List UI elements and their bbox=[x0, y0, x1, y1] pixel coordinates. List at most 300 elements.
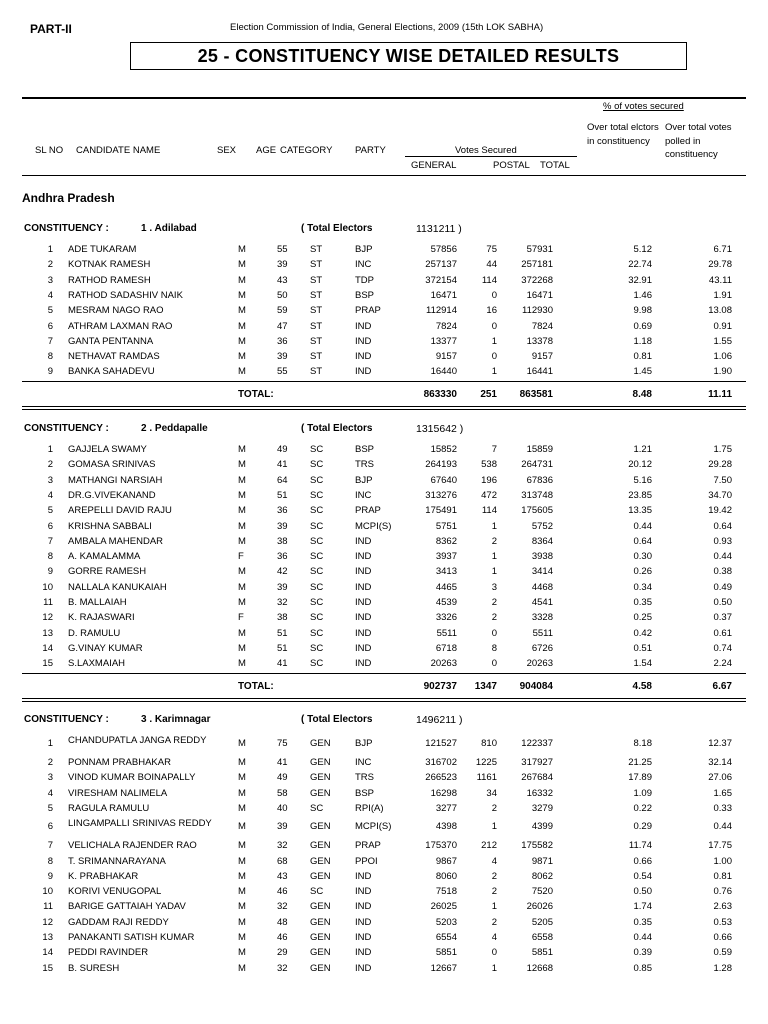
pct-over-polled: 1.06 bbox=[713, 351, 732, 363]
pct-over-polled: 43.11 bbox=[708, 274, 732, 286]
sl-no: 13 bbox=[42, 932, 53, 943]
sl-no: 8 bbox=[47, 551, 53, 563]
sex: M bbox=[238, 962, 246, 974]
category: GEN bbox=[310, 757, 331, 768]
age: 43 bbox=[277, 870, 288, 882]
general-votes: 6554 bbox=[435, 932, 457, 943]
category: GEN bbox=[310, 947, 331, 959]
candidate-name: BANKA SAHADEVU bbox=[68, 366, 155, 378]
sex: M bbox=[238, 787, 246, 799]
candidate-name: GANTA PENTANNA bbox=[68, 335, 154, 347]
postal-votes: 1161 bbox=[476, 772, 497, 784]
category: ST bbox=[310, 259, 323, 271]
age: 36 bbox=[277, 505, 288, 517]
pct-over-polled: 2.63 bbox=[713, 901, 732, 913]
sl-no: 9 bbox=[47, 870, 53, 882]
pct-over-polled: 1.28 bbox=[713, 962, 732, 974]
pct-over-polled: 0.81 bbox=[713, 870, 732, 882]
postal-votes: 0 bbox=[491, 947, 497, 959]
total-votes: 9157 bbox=[531, 351, 553, 363]
sl-no: 7 bbox=[47, 840, 53, 852]
constituency-label: CONSTITUENCY : bbox=[24, 423, 109, 434]
postal-votes: 2 bbox=[491, 870, 497, 882]
postal-votes: 34 bbox=[486, 787, 497, 799]
total-postal-votes: 1347 bbox=[474, 680, 497, 692]
category: ST bbox=[310, 244, 323, 255]
party: IND bbox=[355, 947, 372, 959]
sl-no: 12 bbox=[42, 916, 53, 928]
general-votes: 175491 bbox=[425, 505, 457, 517]
candidate-name: AREPELLI DAVID RAJU bbox=[68, 505, 172, 517]
pct-over-electors: 22.74 bbox=[628, 259, 652, 271]
sex: M bbox=[238, 505, 246, 517]
postal-votes: 44 bbox=[486, 259, 497, 271]
pct-over-electors: 0.44 bbox=[633, 932, 652, 943]
category: SC bbox=[310, 489, 324, 501]
postal-votes: 1 bbox=[491, 366, 497, 378]
total-votes: 16332 bbox=[526, 787, 553, 799]
sl-no: 7 bbox=[47, 535, 53, 547]
age: 29 bbox=[277, 947, 288, 959]
total-votes: 9871 bbox=[531, 855, 553, 867]
total-votes: 16471 bbox=[526, 289, 553, 301]
party: IND bbox=[355, 320, 372, 332]
general-votes: 5751 bbox=[435, 520, 457, 532]
sl-no: 6 bbox=[47, 320, 53, 332]
general-votes: 264193 bbox=[425, 459, 457, 471]
total-votes: 313748 bbox=[521, 489, 553, 501]
candidate-name: GORRE RAMESH bbox=[68, 566, 147, 578]
category: GEN bbox=[310, 962, 331, 974]
category: SC bbox=[310, 597, 324, 608]
pct-over-electors: 0.85 bbox=[633, 962, 652, 974]
total-votes: 5511 bbox=[532, 627, 553, 639]
category: SC bbox=[310, 581, 324, 593]
sex: M bbox=[238, 444, 246, 455]
sex: M bbox=[238, 738, 246, 749]
sex: M bbox=[238, 244, 246, 255]
category: GEN bbox=[310, 821, 331, 833]
pct-over-polled: 0.61 bbox=[713, 627, 732, 639]
sl-no: 2 bbox=[47, 259, 53, 271]
category: SC bbox=[310, 459, 324, 471]
sex: M bbox=[238, 320, 246, 332]
age: 75 bbox=[277, 738, 288, 749]
total-votes: 3279 bbox=[531, 802, 553, 814]
postal-votes: 8 bbox=[491, 642, 497, 654]
party: BSP bbox=[355, 289, 375, 301]
constituency-total-rule-2 bbox=[22, 409, 746, 410]
total-votes: 372268 bbox=[521, 274, 553, 286]
total-general-votes: 902737 bbox=[423, 680, 457, 692]
pct-over-polled: 29.78 bbox=[708, 259, 732, 271]
pct-over-electors: 0.69 bbox=[633, 320, 652, 332]
general-votes: 257137 bbox=[425, 259, 457, 271]
pct-over-polled: 32.14 bbox=[708, 757, 732, 768]
sex: M bbox=[238, 840, 246, 852]
pct-over-polled: 1.65 bbox=[713, 787, 732, 799]
party: IND bbox=[355, 886, 372, 898]
party: IND bbox=[355, 566, 372, 578]
category: SC bbox=[310, 520, 324, 532]
party: IND bbox=[355, 612, 372, 624]
candidate-name: AMBALA MAHENDAR bbox=[68, 535, 164, 547]
age: 48 bbox=[277, 916, 288, 928]
postal-votes: 1 bbox=[491, 962, 497, 974]
general-votes: 4398 bbox=[435, 821, 457, 833]
party: IND bbox=[355, 901, 372, 913]
total-votes: 7824 bbox=[531, 320, 553, 332]
party: MCPI(S) bbox=[355, 520, 392, 532]
candidate-name: RATHOD RAMESH bbox=[68, 274, 151, 286]
pct-over-electors: 0.25 bbox=[633, 612, 652, 624]
pct-over-electors: 11.74 bbox=[628, 840, 652, 852]
sex: M bbox=[238, 474, 246, 486]
pct-over-electors: 0.50 bbox=[633, 886, 652, 898]
pct-over-electors: 5.16 bbox=[633, 474, 652, 486]
total-votes: 15859 bbox=[526, 444, 553, 455]
age: 39 bbox=[277, 259, 288, 271]
total-pct-over-electors: 8.48 bbox=[632, 388, 652, 400]
pct-over-electors: 0.22 bbox=[633, 802, 652, 814]
category: SC bbox=[310, 886, 324, 898]
candidate-name: NETHAVAT RAMDAS bbox=[68, 351, 160, 363]
total-votes: 3328 bbox=[531, 612, 553, 624]
sl-no: 2 bbox=[47, 757, 53, 768]
sex: M bbox=[238, 855, 246, 867]
total-votes: 112930 bbox=[522, 305, 553, 317]
party: IND bbox=[355, 581, 372, 593]
sl-no: 4 bbox=[47, 489, 53, 501]
age: 38 bbox=[277, 612, 288, 624]
category: GEN bbox=[310, 738, 331, 749]
general-votes: 9867 bbox=[435, 855, 457, 867]
pct-over-electors: 1.46 bbox=[633, 289, 652, 301]
pct-over-polled: 29.28 bbox=[708, 459, 732, 471]
total-header: TOTAL bbox=[540, 160, 570, 171]
party: INC bbox=[355, 259, 372, 271]
sl-no: 14 bbox=[42, 642, 53, 654]
total-votes: 122337 bbox=[521, 738, 553, 749]
sl-no: 2 bbox=[47, 459, 53, 471]
pct-over-electors: 21.25 bbox=[628, 757, 652, 768]
total-votes: 863581 bbox=[519, 388, 553, 400]
general-votes: 6718 bbox=[435, 642, 457, 654]
general-votes: 112914 bbox=[426, 305, 457, 317]
age: 59 bbox=[277, 305, 288, 317]
total-votes: 3414 bbox=[531, 566, 553, 578]
pct-over-polled: 1.00 bbox=[713, 855, 732, 867]
age: 36 bbox=[277, 335, 288, 347]
sl-no: 6 bbox=[47, 821, 53, 833]
constituency-label: CONSTITUENCY : bbox=[24, 223, 109, 234]
sl-no: 1 bbox=[47, 444, 53, 455]
part-label: PART-II bbox=[30, 22, 72, 36]
age: 39 bbox=[277, 520, 288, 532]
general-votes: 313276 bbox=[425, 489, 457, 501]
sex: M bbox=[238, 335, 246, 347]
age: 46 bbox=[277, 932, 288, 943]
postal-votes: 7 bbox=[491, 444, 497, 455]
category: GEN bbox=[310, 855, 331, 867]
sex: M bbox=[238, 821, 246, 833]
sex: M bbox=[238, 489, 246, 501]
sex: M bbox=[238, 305, 246, 317]
candidate-name: GADDAM RAJI REDDY bbox=[68, 916, 169, 928]
sl-no: 5 bbox=[47, 505, 53, 517]
general-votes: 5203 bbox=[435, 916, 457, 928]
party: BJP bbox=[355, 738, 373, 749]
candidate-name: VIRESHAM NALIMELA bbox=[68, 787, 168, 799]
candidate-name: PANAKANTI SATISH KUMAR bbox=[68, 932, 195, 943]
party: RPI(A) bbox=[355, 802, 384, 814]
constituency-label: CONSTITUENCY : bbox=[24, 714, 109, 725]
general-header: GENERAL bbox=[411, 160, 457, 171]
party: MCPI(S) bbox=[355, 821, 392, 833]
age: 36 bbox=[277, 551, 288, 563]
total-votes: 67836 bbox=[526, 474, 553, 486]
candidate-name: VELICHALA RAJENDER RAO bbox=[68, 840, 197, 852]
total-votes: 264731 bbox=[521, 459, 553, 471]
total-votes: 3938 bbox=[531, 551, 553, 563]
postal-votes: 1 bbox=[491, 335, 497, 347]
pct-over-electors: 0.54 bbox=[633, 870, 652, 882]
party: IND bbox=[355, 627, 372, 639]
pct-over-electors: 1.74 bbox=[633, 901, 652, 913]
party: IND bbox=[355, 535, 372, 547]
postal-votes: 0 bbox=[491, 627, 497, 639]
sl-no: 15 bbox=[42, 962, 53, 974]
total-votes: 16441 bbox=[526, 366, 553, 378]
party: IND bbox=[355, 366, 372, 378]
age-header: AGE bbox=[256, 145, 277, 156]
general-votes: 3277 bbox=[435, 802, 457, 814]
pct-over-electors: 9.98 bbox=[633, 305, 652, 317]
total-votes: 8062 bbox=[531, 870, 553, 882]
postal-votes: 114 bbox=[481, 505, 497, 517]
postal-votes: 4 bbox=[491, 932, 497, 943]
sex: M bbox=[238, 274, 246, 286]
candidate-name: LINGAMPALLI SRINIVAS REDDY bbox=[68, 818, 212, 830]
party: IND bbox=[355, 870, 372, 882]
candidate-name: CHANDUPATLA JANGA REDDY bbox=[68, 735, 207, 746]
pct-over-electors: 0.39 bbox=[633, 947, 652, 959]
candidate-name: ATHRAM LAXMAN RAO bbox=[68, 320, 173, 332]
age: 32 bbox=[277, 962, 288, 974]
category: ST bbox=[310, 351, 323, 363]
sex: M bbox=[238, 772, 246, 784]
age: 40 bbox=[277, 802, 288, 814]
age: 32 bbox=[277, 840, 288, 852]
category: ST bbox=[310, 274, 323, 286]
postal-votes: 0 bbox=[491, 289, 497, 301]
age: 47 bbox=[277, 320, 288, 332]
postal-votes: 1 bbox=[491, 551, 497, 563]
pct-over-polled: 1.91 bbox=[713, 289, 732, 301]
party: BJP bbox=[355, 474, 373, 486]
sex: M bbox=[238, 535, 246, 547]
candidate-name: KOTNAK RAMESH bbox=[68, 259, 151, 271]
sl-no: 10 bbox=[42, 886, 53, 898]
sl-no: 4 bbox=[47, 289, 53, 301]
pct-over-polled: 19.42 bbox=[708, 505, 732, 517]
postal-votes: 2 bbox=[491, 916, 497, 928]
general-votes: 57856 bbox=[430, 244, 457, 255]
general-votes: 7518 bbox=[435, 886, 457, 898]
sl-no: 10 bbox=[42, 581, 53, 593]
age: 64 bbox=[277, 474, 288, 486]
total-postal-votes: 251 bbox=[480, 388, 497, 400]
candidate-name: GAJJELA SWAMY bbox=[68, 444, 147, 455]
candidate-name-header: CANDIDATE NAME bbox=[76, 145, 161, 156]
pct-over-polled: 0.50 bbox=[713, 597, 732, 608]
party: PRAP bbox=[355, 505, 381, 517]
category: SC bbox=[310, 802, 324, 814]
age: 41 bbox=[277, 658, 288, 670]
pct-over-polled: 0.59 bbox=[713, 947, 732, 959]
general-votes: 67640 bbox=[430, 474, 457, 486]
category: GEN bbox=[310, 916, 331, 928]
party: TDP bbox=[355, 274, 374, 286]
category: SC bbox=[310, 535, 324, 547]
pct-over-polled: 7.50 bbox=[713, 474, 732, 486]
general-votes: 3413 bbox=[435, 566, 457, 578]
party: IND bbox=[355, 962, 372, 974]
pct-over-polled: 34.70 bbox=[708, 489, 732, 501]
candidate-name: VINOD KUMAR BOINAPALLY bbox=[68, 772, 196, 784]
pct-over-polled: 13.08 bbox=[708, 305, 732, 317]
postal-votes: 538 bbox=[481, 459, 497, 471]
sl-no: 12 bbox=[42, 612, 53, 624]
party: IND bbox=[355, 335, 372, 347]
postal-votes: 212 bbox=[481, 840, 497, 852]
candidate-name: T. SRIMANNARAYANA bbox=[68, 855, 166, 867]
general-votes: 5851 bbox=[435, 947, 457, 959]
age: 38 bbox=[277, 535, 288, 547]
candidate-name: MATHANGI NARSIAH bbox=[68, 474, 163, 486]
age: 39 bbox=[277, 351, 288, 363]
pct-over-electors: 23.85 bbox=[628, 489, 652, 501]
age: 46 bbox=[277, 886, 288, 898]
party: TRS bbox=[355, 772, 374, 784]
age: 42 bbox=[277, 566, 288, 578]
party: BSP bbox=[355, 444, 375, 455]
category: SC bbox=[310, 474, 324, 486]
sl-no: 1 bbox=[47, 738, 53, 749]
total-votes: 57931 bbox=[526, 244, 553, 255]
age: 51 bbox=[277, 627, 288, 639]
pct-over-electors: 0.44 bbox=[633, 520, 652, 532]
sex: M bbox=[238, 289, 246, 301]
total-votes: 12668 bbox=[526, 962, 553, 974]
total-votes: 26026 bbox=[526, 901, 553, 913]
sl-no: 13 bbox=[42, 627, 53, 639]
party: IND bbox=[355, 351, 372, 363]
pct-over-electors: 32.91 bbox=[628, 274, 652, 286]
party: BJP bbox=[355, 244, 373, 255]
pct-over-electors: 1.09 bbox=[633, 787, 652, 799]
general-votes: 175370 bbox=[425, 840, 457, 852]
votes-secured-header: Votes Secured bbox=[455, 145, 517, 156]
category: ST bbox=[310, 366, 323, 378]
age: 32 bbox=[277, 901, 288, 913]
sl-no: 5 bbox=[47, 802, 53, 814]
total-votes: 317927 bbox=[521, 757, 553, 768]
total-votes: 4468 bbox=[531, 581, 553, 593]
party: IND bbox=[355, 916, 372, 928]
page-title: 25 - CONSTITUENCY WISE DETAILED RESULTS bbox=[130, 42, 687, 70]
candidate-name: GOMASA SRINIVAS bbox=[68, 459, 156, 471]
pct-over-electors: 1.21 bbox=[633, 444, 652, 455]
sl-no: 6 bbox=[47, 520, 53, 532]
category: GEN bbox=[310, 787, 331, 799]
total-votes: 175582 bbox=[521, 840, 553, 852]
general-votes: 3326 bbox=[435, 612, 457, 624]
age: 49 bbox=[277, 772, 288, 784]
pct-over-polled: 12.37 bbox=[708, 738, 732, 749]
pct-over-polled: 1.55 bbox=[713, 335, 732, 347]
age: 55 bbox=[277, 366, 288, 378]
general-votes: 7824 bbox=[435, 320, 457, 332]
candidate-name: PONNAM PRABHAKAR bbox=[68, 757, 171, 768]
general-votes: 15852 bbox=[430, 444, 457, 455]
general-votes: 121527 bbox=[425, 738, 457, 749]
category: ST bbox=[310, 320, 323, 332]
party: PPOI bbox=[355, 855, 378, 867]
general-votes: 266523 bbox=[425, 772, 457, 784]
total-votes: 6726 bbox=[531, 642, 553, 654]
pct-over-electors: 20.12 bbox=[628, 459, 652, 471]
candidate-name: KRISHNA SABBALI bbox=[68, 520, 152, 532]
candidate-name: RATHOD SADASHIV NAIK bbox=[68, 289, 183, 301]
over-polled-header: Over total votes polled in constituency bbox=[665, 122, 732, 160]
pct-over-polled: 0.44 bbox=[713, 551, 732, 563]
pct-over-polled: 0.44 bbox=[713, 821, 732, 833]
pct-over-electors: 0.81 bbox=[633, 351, 652, 363]
pct-over-electors: 17.89 bbox=[628, 772, 652, 784]
sex: M bbox=[238, 581, 246, 593]
postal-votes: 1 bbox=[491, 566, 497, 578]
sl-no: 9 bbox=[47, 566, 53, 578]
total-votes: 7520 bbox=[531, 886, 553, 898]
party: PRAP bbox=[355, 305, 381, 317]
age: 55 bbox=[277, 244, 288, 255]
general-votes: 12667 bbox=[430, 962, 457, 974]
total-pct-over-polled: 11.11 bbox=[708, 388, 732, 400]
candidate-name: PEDDI RAVINDER bbox=[68, 947, 149, 959]
total-votes: 6558 bbox=[531, 932, 553, 943]
total-votes: 4541 bbox=[531, 597, 553, 608]
category: SC bbox=[310, 658, 324, 670]
general-votes: 4465 bbox=[435, 581, 457, 593]
sl-no: 3 bbox=[47, 274, 53, 286]
votes-secured-underline bbox=[405, 156, 577, 157]
sl-no: 11 bbox=[43, 901, 53, 913]
sex: M bbox=[238, 658, 246, 670]
candidate-name: RAGULA RAMULU bbox=[68, 802, 150, 814]
pct-over-electors: 13.35 bbox=[628, 505, 652, 517]
total-votes: 257181 bbox=[521, 259, 553, 271]
sex: F bbox=[238, 612, 244, 624]
total-electors-label: ( Total Electors bbox=[301, 714, 373, 725]
total-votes: 4399 bbox=[531, 821, 553, 833]
candidate-name: B. SURESH bbox=[68, 962, 120, 974]
postal-votes: 4 bbox=[491, 855, 497, 867]
age: 49 bbox=[277, 444, 288, 455]
sex: M bbox=[238, 947, 246, 959]
sl-no-header: SL NO bbox=[35, 145, 64, 156]
sex: M bbox=[238, 597, 246, 608]
